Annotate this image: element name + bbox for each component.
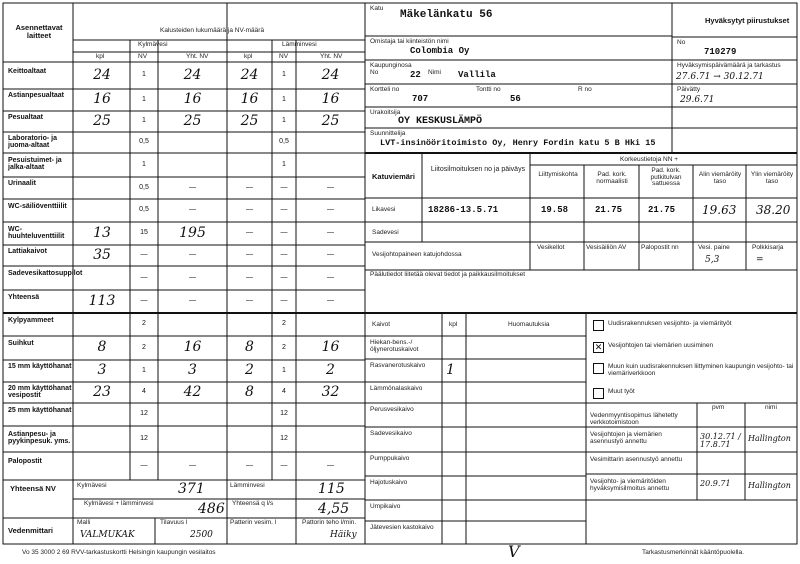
header-asennettavat: Asennettavat laitteet [15,23,63,40]
piirustus-no: 710279 [704,47,737,57]
work-type-checkbox[interactable]: ✕ [594,342,603,352]
kaivot-label: Kaivot [372,321,391,328]
kylmavesi-total: 371 [178,481,205,497]
kv-lv-total: 486 [198,501,225,517]
fixture-lv-nv: 1 [282,95,286,103]
suunnittelija-label: Suunnittelija [370,130,406,137]
katuviemari-label: Katuviemäri [372,172,415,181]
fixture-name: Astianpesualtaat [8,92,65,99]
work-type-label: Muun kuin uudisrakennuksen liittyminen kaupungin vesijohto- tai viemäriverkkoon [608,363,794,377]
likavesi-normaali: 21.75 [595,205,623,215]
fixture-lv-kpl: — [246,183,253,191]
work-type-label: Muut työt [608,388,635,395]
fixture-kv-nv: 1 [142,117,146,124]
well-name: Jätevesien kastokaivo [370,524,434,531]
vesijohto-label: Vesijohtopaineen katujohdossa [372,251,462,258]
likavesi-liittymiskohta: 19.58 [541,205,569,215]
fixture-kv-kpl: 24 [93,66,111,83]
footer-right: Tarkastusmerkinnät kääntöpuolella. [642,549,744,556]
fixture-lv-nv: 2 [282,343,286,351]
piirustus-no-label: No [677,39,686,46]
fixture-lv-kpl: 24 [240,66,259,83]
paivatty-label: Päivätty [677,86,701,93]
fixture-lv-nv: — [280,206,288,213]
fixture-kv-yht: 42 [183,383,202,400]
omistaja-label: Omistaja tai kiinteistön nimi [370,38,449,45]
fixture-name: 15 mm käyttöhanat [8,363,72,370]
fixture-kv-nv: 1 [142,366,146,374]
fixture-kv-kpl: 35 [93,246,111,263]
footer-mark: V [508,542,520,561]
fixture-lv-yht: — [327,273,334,281]
fixture-kv-nv: 2 [142,320,146,327]
fixture-lv-yht: 16 [321,91,340,107]
malli-value: VALMUKAK [80,530,135,540]
fixture-kv-yht: 195 [179,224,206,241]
vesimittari-label: Vedenmittari [8,526,54,535]
fixture-kv-nv: 1 [142,160,146,168]
fixture-kv-kpl: 113 [88,292,116,309]
fixture-name: 20 mm käyttöhanat vesipostit [8,384,72,399]
pad-kork-tulva-label: Pad. kork. putkitulvan sattuessa [650,167,682,187]
katu-value: Mäkelänkatu 56 [400,9,493,21]
fixture-kv-yht: 3 [188,362,197,378]
fixture-lv-nv: 1 [282,366,286,374]
inspection-signature: Hallington [748,434,791,443]
fixture-lv-kpl: 25 [240,112,259,129]
footer-left: Vo 35 3000 2 69 RVV-tarkastuskortti Helsingin kaupungin vesilaitos [22,549,216,556]
fixture-kv-yht: 16 [183,339,202,355]
fixture-kv-nv: — [140,251,148,258]
fixture-lv-yht: 25 [321,112,340,129]
lamminvesi-total-label: Lämminvesi [230,482,265,489]
urakoitsija-label: Urakoitsija [370,109,401,116]
fixture-kv-nv: 12 [140,434,148,442]
patterin-label: Patterin vesim. l [230,519,277,526]
fixture-lv-kpl: 8 [245,339,254,355]
fixture-kv-nv: — [140,461,148,469]
tilavuus-label: Tilavuus l [160,519,188,526]
fixture-kv-nv: — [140,297,148,304]
nimi-label: Nimi [428,69,441,76]
fixture-name: Astianpesu- ja pyykinpesuk. yms. [8,431,71,445]
yhteensa-q: 4,55 [318,501,350,517]
fixture-kv-kpl: 8 [97,339,107,355]
header-kv-yht: Yht. NV [186,53,209,60]
fixture-lv-nv: 4 [282,388,286,395]
fixture-lv-yht: 32 [321,383,340,400]
fixture-lv-nv: — [280,461,288,469]
hyvaksytty-value: 27.6.71 → 30.12.71 [676,72,764,82]
inspection-label: Vesijohto- ja viemäritöiden hyväksymisilmoitus annettu [590,478,670,492]
header-lv-kpl: kpl [244,53,253,60]
fixture-lv-yht: — [327,251,334,258]
likavesi-liitos: 18286-13.5.71 [428,205,499,215]
fixture-kv-yht: — [189,251,196,258]
fixture-name: Kylpyammeet [8,316,54,324]
fixture-lv-nv: — [280,229,288,236]
well-name: Pumppukaivo [370,455,410,462]
fixture-lv-kpl: — [246,229,253,236]
header-kv-nv: NV [138,53,148,60]
fixture-lv-nv: — [280,297,288,304]
fixture-lv-nv: 2 [282,320,286,327]
fixture-kv-yht: 16 [183,91,202,107]
fixture-lv-yht: 16 [321,339,340,355]
fixture-name: Sadevesikattosuppilot [8,270,83,277]
work-type-checkbox[interactable] [593,320,604,331]
fixture-lv-yht: — [327,229,334,236]
fixture-name: Urinaalit [8,180,37,187]
liittymiskohta-label: Liittymiskohta [538,171,578,178]
fixture-kv-nv: 2 [142,343,146,351]
fixture-kv-yht: 25 [183,112,202,129]
header-lamminvesi: Lämminvesi [282,41,317,48]
header-kylmavesi: Kylmävesi [138,41,168,48]
likavesi-ylin: 38.20 [756,203,791,217]
fixture-kv-kpl: 13 [93,224,111,241]
fixture-lv-kpl: 16 [240,91,259,107]
kortteli-label: Kortteli no [370,86,400,93]
fixture-kv-nv: 1 [142,95,146,103]
kaupunginosa-label: Kaupunginosa [370,62,412,69]
vesisaliot-label: Vesisäiliön AV [586,244,627,251]
fixture-lv-kpl: — [246,461,253,469]
fixture-lv-nv: — [280,273,288,281]
fixture-kv-nv: 0,5 [139,206,149,213]
pad-kork-normaali-label: Pad. kork. normaalisti [596,171,628,185]
paaluetiedot-label: Päälutiedot liitetää olevat tiedot ja paikkausilmoitukset [370,271,526,278]
well-name: Umpikaivo [370,503,401,510]
fixture-kv-yht: — [189,273,196,281]
fixture-kv-kpl: 16 [93,91,111,107]
fixture-lv-kpl: — [246,206,253,213]
header-lv-yht: Yht. NV [320,53,343,60]
fixture-lv-nv: 12 [280,410,288,417]
inspection-pvm: 30.12.71 / 17.8.71 [700,432,741,449]
fixture-kv-nv: 1 [142,71,146,78]
fixture-kv-kpl: 23 [93,383,111,400]
well-name: Lämmönalaskaivo [370,385,423,392]
tontti-label: Tontti no [476,86,501,93]
fixture-lv-nv: 12 [280,434,288,442]
well-name: Hiekan-bens.-/öljynerotuskaivot [370,339,419,353]
well-name: Rasvanerotuskaivo [370,362,426,369]
work-type-checkbox[interactable] [593,388,604,399]
tarkastus-nimi-label: nimi [765,404,777,411]
fixture-name: Lattiakaivot [8,247,47,255]
fixture-name: Pesuistuimet- ja jalka-altaat [8,157,62,171]
inspection-signature: Hallington [748,481,791,490]
pattorin-koko-label: Pattorin teho l/min. [302,519,357,526]
kylmavesi-total-label: Kylmävesi [77,482,107,489]
fixture-name: Keittoaltaat [8,67,47,75]
inspection-pvm: 20.9.71 [700,479,731,488]
fixture-lv-nv: 0,5 [279,138,289,145]
fixture-lv-kpl: — [246,297,253,304]
inspection-label: Vesimittarin asennustyö annettu [590,456,683,463]
paivatty-value: 29.6.71 [680,95,715,105]
urakoitsija-value: OY KESKUSLÄMPÖ [398,116,483,127]
vesipaine-value: 5,3 [705,255,720,265]
fixture-kv-yht: — [189,297,196,304]
fixture-lv-nv: 1 [282,71,286,78]
polkkisarja-value: = [756,255,764,265]
fixture-lv-nv: 1 [282,160,286,168]
fixture-kv-nv: 4 [142,388,146,395]
katu-label: Katu [370,5,384,12]
header-kv-kpl: kpl [96,53,105,60]
palopostit-label: Palopostit nn [641,244,679,251]
kv-lv-label: Kylmävesi + lämminvesi [84,500,154,507]
fixture-name: WC-huuhteluventtiilit [8,225,65,240]
alin-viemari-label: Alin viemäröity taso [698,171,742,185]
huomautuksia-label: Huomautuksia [508,321,550,328]
pattorin-koko-value: Häiky [330,530,357,540]
well-name: Sadevesikaivo [370,430,412,437]
fixture-name: Pesualtaat [8,113,44,121]
fixture-name: WC-säiliöventtiilit [8,202,67,210]
malli-label: Malli [77,519,91,526]
tontti-value: 56 [510,94,521,104]
fixture-lv-yht: — [327,297,334,304]
kaupunginosa-no-label: No [370,69,379,76]
likavesi-alin: 19.63 [702,203,737,217]
header-kalusteiden: Kalusteiden lukumäärä ja NV-määrä [160,27,265,34]
fixture-kv-yht: — [189,206,196,213]
fixture-lv-yht: 2 [326,362,335,378]
liitosilmoitus-label: Liitosilmoituksen no ja päiväys [430,166,526,173]
kaupunginosa-no: 22 [410,70,421,80]
hyvaksytyt-header: Hyväksytyt piirustukset [705,16,790,25]
fixture-lv-kpl: — [246,273,253,281]
fixture-name: Palopostit [8,458,42,465]
fixture-lv-kpl: — [246,251,253,258]
kaupunginosa-nimi: Vallila [458,70,496,80]
yhteensa-nv-label: Yhteensä NV [10,484,56,493]
rno-label: R no [578,86,592,93]
kortteli-value: 707 [412,94,429,104]
inspection-label: Vedenmyyntisopimus lähetetty verkkotoimistoon [590,412,678,426]
fixture-kv-yht: 24 [183,66,202,83]
polkkisarja-label: Polkkisarja [752,244,784,251]
fixture-kv-kpl: 25 [93,112,111,129]
fixture-kv-yht: — [189,183,196,191]
fixture-lv-nv: — [280,251,288,258]
fixture-kv-nv: 0,5 [139,183,149,191]
fixture-lv-yht: 24 [321,66,340,83]
tilavuus-value: 2500 [190,530,213,540]
fixture-lv-nv: 1 [282,117,286,124]
lamminvesi-total: 115 [318,481,345,497]
fixture-kv-yht: — [189,461,196,469]
suunnittelija-value: LVT-insinööritoimisto Oy, Henry Fordin katu 5 B Hki 15 [380,138,656,148]
yhteensa-q-label: Yhteensä q l/s [232,500,274,507]
vesipaine-label: Vesi. paine [698,244,730,251]
fixture-lv-kpl: 2 [245,362,254,378]
vesikellot-label: Vesikellot [537,244,565,251]
korkeustiedot-label: Korkeustietoja NN + [620,156,678,163]
header-lv-nv: NV [279,53,289,60]
work-type-label: Vesijohtojen tai viemärien uusiminen [608,342,714,349]
sadevesi-label: Sadevesi [372,229,399,236]
fixture-lv-yht: — [327,183,334,191]
inspection-label: Vesijohtojen ja viemärien asennustyö annettu [590,431,662,445]
work-type-label: Uudisrakennuksen vesijohto- ja viemärityöt [608,320,732,327]
fixture-kv-nv: 15 [140,229,148,236]
fixture-lv-kpl: 8 [245,383,254,400]
fixture-lv-yht: — [327,206,334,213]
hyvaksymispaivays-label: Hyväksymispäivämäärä ja tarkastus [677,62,781,69]
fixture-lv-yht: — [327,461,334,469]
well-name: Hajotuskaivo [370,479,408,486]
fixture-kv-nv: 0,5 [139,138,149,145]
well-name: Perusvesikaivo [370,406,414,413]
tarkastus-pvm-label: pvm [712,404,725,411]
kaivot-kpl-label: kpl [449,321,458,328]
fixture-name: Suihkut [8,340,34,347]
fixture-lv-nv: — [280,183,288,191]
fixture-name: Laboratorio- ja juoma-altaat [8,134,58,149]
likavesi-label: Likavesi [372,206,396,213]
ylin-viemari-label: Ylin viemäröity taso [750,171,794,185]
likavesi-tulva: 21.75 [648,205,676,215]
work-type-checkbox[interactable] [593,363,604,374]
fixture-kv-nv: — [140,273,148,281]
well-kpl: 1 [446,362,455,378]
fixture-name: Yhteensä [8,293,40,301]
fixture-name: 25 mm käyttöhanat [8,406,72,414]
fixture-kv-kpl: 3 [97,362,107,378]
fixture-kv-nv: 12 [140,410,148,417]
omistaja-value: Colombia Oy [410,46,470,56]
